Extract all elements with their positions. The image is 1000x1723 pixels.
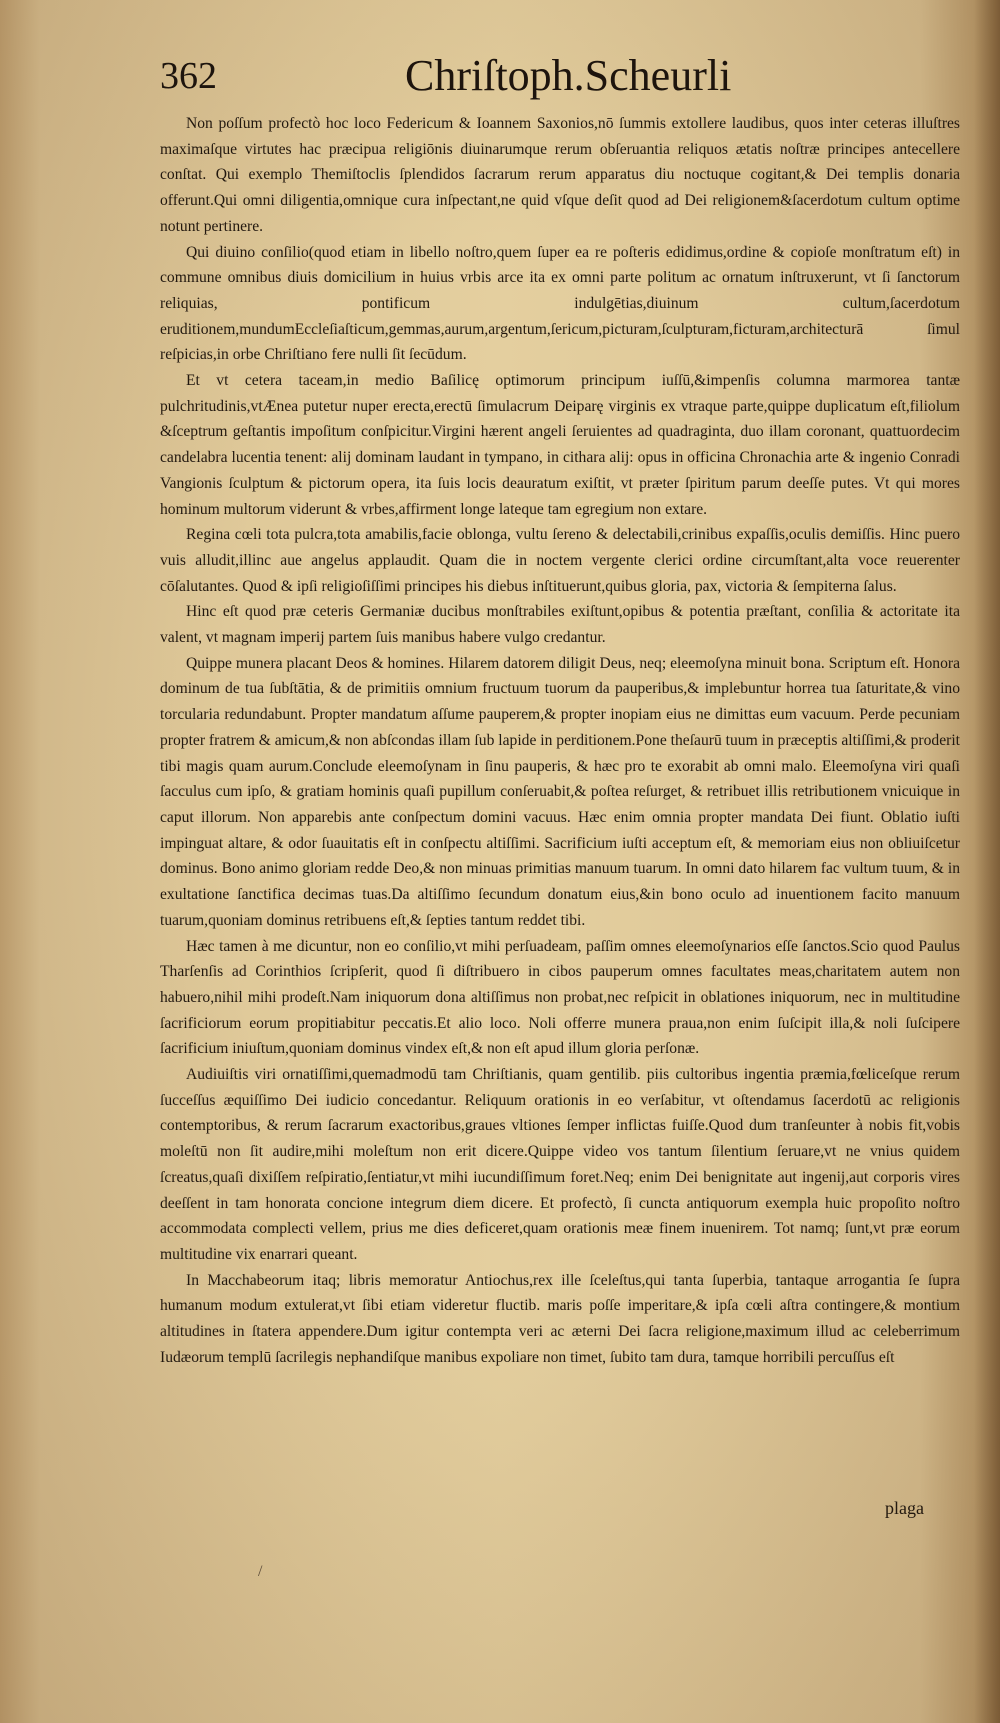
paragraph-4: Regina cœli tota pulcra,tota amabilis,facie oblonga, vultu ſereno & delectabili,crinibus expaſſis,oculis demiſſis. Hinc puero vuis alludit,illinc aue angelus applaudit. Quam die in noctem vergente clerici ordine circumſtant,alta voce reuerenter cōſalutantes. Quod & ipſi religioſiſſimi principes his diebus inſtituerunt,quibus gloria, pax, victoria & ſempiterna ſalus. <box>160 526 960 595</box>
paragraph-5: Hinc eſt quod præ ceteris Germaniæ ducibus monſtrabiles exiſtunt,opibus & potentia præſtant, conſilia & actoritate ita valent, vt magnam imperij partem ſuis manibus habere vulgo credantur. <box>160 603 960 647</box>
body-text <box>160 111 960 1370</box>
running-head: Chriſtoph.Scheurli <box>405 51 732 100</box>
stray-ink-mark: / <box>258 1563 263 1580</box>
paragraph-7: Hæc tamen à me dicuntur, non eo conſilio,vt mihi perſuadeam, paſſim omnes eleemoſynarios eſſe ſanctos.Scio quod Paulus Tharſenſis ad Corinthios ſcripſerit, quod ſi diſtribuero in cibos pauperum omnes facultates meas,charitatem autem non habuero,nihil mihi prodeſt.Nam iniquorum dona altiſſimus non probat,nec reſpicit in oblationes iniquorum, nec in multitudine ſacrificiorum eorum propitiabitur peccatis.Et alio loco. Noli offerre munera praua,non enim ſuſcipit illa,& noli ſuſcipere ſacrificium iniuſtum,quoniam dominus vindex eſt,& non eſt apud illum gloria perſonæ. <box>160 937 960 1058</box>
catchword: plaga <box>885 1498 924 1518</box>
paragraph-1: Non poſſum profectò hoc loco Federicum & Ioannem Saxonios,nō ſummis extollere laudibus, quos inter ceteras illuſtres maximaſque virtutes hac præcipua religiōnis diuinarumque rerum obſeruantia reliquos ætatis noſtræ principes antecellere conſtat. Qui exemplo Themiſtoclis ſplendidos ſacrarum rerum apparatus diu noctuque cogitant,& Dei templis donaria offerunt.Qui omni diligentia,omnique cura inſpectant,ne quid vſque deſit quod ad Dei religionem&ſacerdotum cultum optime notunt pertinere. <box>160 115 960 235</box>
page-header <box>160 50 800 110</box>
paragraph-2: Qui diuino conſilio(quod etiam in libello noſtro,quem ſuper ea re poſteris edidimus,ordine & copioſe monſtratum eſt) in commune omnibus diuis domicilium in huius vrbis arce ita ex omni parte politum ac ornatum inſtruxerunt, vt ſi ſanctorum reliquias, pontificum indulgētias,diuinum cultum,ſacerdotum eruditionem,mundumEccleſiaſticum,gemmas,aurum,argentum,ſericum,picturam,ſculpturam,ficturam,architecturā ſimul reſpicias,in orbe Chriſtiano fere nulli ſit ſecūdum. <box>160 243 960 364</box>
paragraph-8: Audiuiſtis viri ornatiſſimi,quemadmodū tam Chriſtianis, quam gentilib. piis cultoribus ingentia præmia,fœliceſque rerum ſucceſſus æquiſſimo Dei iudicio concedantur. Reliquum orationis in eo verſabitur, vt oſtendamus ſacerdotū ac religionis contemptoribus, & rerum ſacrarum exactoribus,graues vltiones ſemper inflictas fuiſſe.Quod dum tranſeunter à nobis fit,vobis moleſtū non ſit audire,mihi moleſtum non erit dicere.Quippe video vos tantum ſilentium ſeruare,vt ne vnius quidem ſcreatus,quaſi dixiſſem reſpiratio,ſentiatur,vt mihi iucundiſſimum foret.Neq; enim Dei benignitate aut ingenij,aut corporis vires deeſſent in tam honorata concione integrum diem dicere. Et profectò, ſi cuncta antiquorum exempla huic propoſito noſtro accommodata complecti vellem, prius me dies deficeret,quam orationis meæ finem inuenirem. Tot namq; ſunt,vt præ eorum multitudine vix enarrari queant. <box>160 1066 960 1263</box>
page-number: 362 <box>160 55 217 97</box>
page-edge-shadow <box>974 0 1000 1723</box>
paragraph-9: In Macchabeorum itaq; libris memoratur Antiochus,rex ille ſceleſtus,qui tanta ſuperbia, tantaque arrogantia ſe ſupra humanum modum extulerat,vt ſibi etiam videretur fluctib. maris poſſe imperitare,& ipſa cœli aſtra contingere,& montium altitudines in ſtatera appendere.Dum igitur contempta veri ac æterni Dei ſacra religione,maximum illud ac celeberrimum Iudæorum templū ſacrilegis nephandiſque manibus expoliare non timet, ſubito tam dura, tamque horribili percuſſus eſt <box>160 1271 960 1366</box>
paragraph-3: Et vt cetera taceam,in medio Baſilicę optimorum principum iuſſū,&impenſis columna marmorea tantæ pulchritudinis,vtÆnea putetur nuper erecta,erectū ſimulacrum Deiparę virginis ex vtraque parte,quippe duplicatum eſt,filiolum &ſceptrum geſtantis impoſitum conſpicitur.Virgini hærent angeli ſeruientes ad quadraginta, duo illam coronant, quattuordecim candelabra lucentia tenent: alij dominam laudant in tympano, in cithara alij: opus in officina Chronachia arte & ingenio Conradi Vangionis ſculptum & pictorum opera, ita ſuis locis deauratum exiſtit, vt præter ſpiritum parum deeſſe putes. Vt qui mores hominum multorum viderunt & vrbes,affirment longe lateque tam egregium non extare. <box>160 372 960 518</box>
paragraph-6: Quippe munera placant Deos & homines. Hilarem datorem diligit Deus, neq; eleemoſyna minuit bona. Scriptum eſt. Honora dominum de tua ſubſtātia, & de primitiis omnium fructuum tuorum da pauperibus,& implebuntur horrea tua ſaturitate,& vino torcularia redundabunt. Propter mandatum aſſume pauperem,& propter inopiam eius ne dimittas eum vacuum. Perde pecuniam propter fratrem & amicum,& non abſcondas illam ſub lapide in perditionem.Pone theſaurū tuum in præceptis altiſſimi,& proderit tibi magis quam aurum.Conclude eleemoſynam in ſinu pauperis, & hæc pro te exorabit ab omni malo. Eleemoſyna viri quaſi ſacculus cum ipſo, & gratiam hominis quaſi pupillum conſeruabit,& poſtea reſurget, & retribuet illis retributionem vnicuique in caput illorum. Non apparebis ante conſpectum domini vacuus. Hæc enim omnia propter mandata Dei fiunt. Oblatio iuſti impinguat altare, & odor ſuauitatis eſt in conſpectu altiſſimi. Sacrificium iuſti acceptum eſt, & memoriam eius non obliuiſcetur dominus. Bono animo gloriam redde Deo,& non minuas primitias manuum tuarum. In omni dato hilarem fac vultum tuum, & in exultatione ſanctifica decimas tuas.Da altiſſimo ſecundum donatum eius,&in bono oculo ad inuentionem facito manuum tuarum,quoniam dominus retribuens eſt,& ſepties tantum reddet tibi. <box>160 654 960 929</box>
